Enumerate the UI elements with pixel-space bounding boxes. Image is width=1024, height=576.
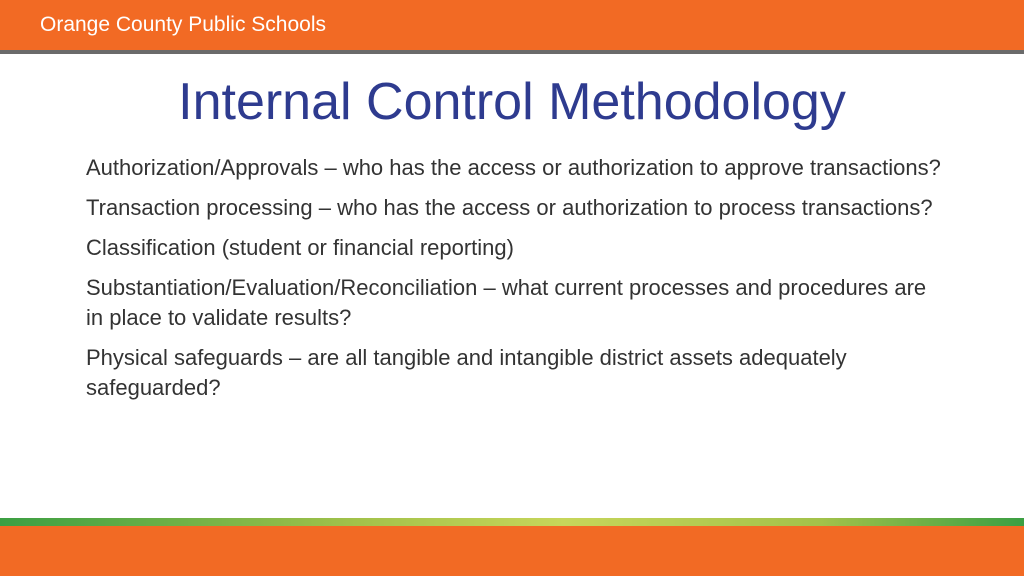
bullet-list xyxy=(86,153,946,413)
bullet-item-transaction-processing: Transaction processing – who has the access or authorization to process transactions? xyxy=(86,195,933,220)
footer-bar xyxy=(0,526,1024,576)
header-divider xyxy=(0,50,1024,54)
bullet-item-substantiation: Substantiation/Evaluation/Reconciliation – what current processes and procedures are in place to validate results? xyxy=(86,275,927,330)
header-bar xyxy=(0,0,1024,50)
bullet-item-physical-safeguards: Physical safeguards – are all tangible and intangible district assets adequately safeguarded? xyxy=(86,345,847,400)
slide-title: Internal Control Methodology xyxy=(178,73,846,131)
organization-name: Orange County Public Schools xyxy=(40,13,326,36)
footer-stripe xyxy=(0,518,1024,526)
bullet-item-authorization: Authorization/Approvals – who has the access or authorization to approve transactions? xyxy=(86,155,941,180)
bullet-item-classification: Classification (student or financial reporting) xyxy=(86,235,514,260)
